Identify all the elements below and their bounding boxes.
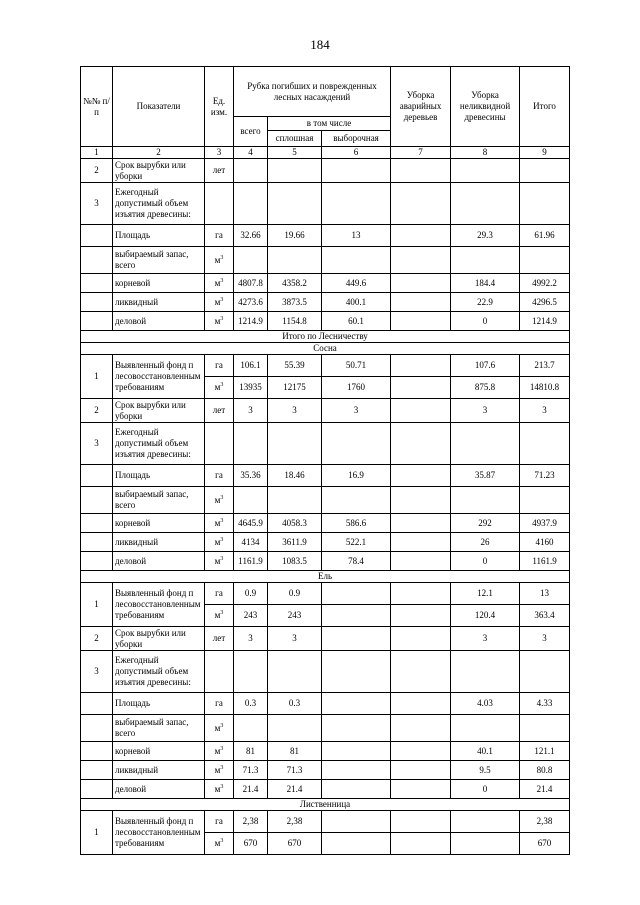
unit-cell: $м^3$ [205,761,234,780]
srok-label: Срок вырубки или уборки [113,159,205,183]
value-cell: 9.5 [451,761,520,780]
row-number [81,293,113,312]
value-cell: 0 [451,312,520,331]
value-cell: 0 [451,552,520,571]
srok-row [81,159,570,183]
unit-cell: $м^3$ [205,833,234,855]
unit-cell [205,183,234,225]
row-number [81,514,113,533]
unit-cell: $м^3$ [205,247,234,274]
column-numbers-row [81,147,570,159]
value-cell: 670 [234,833,268,855]
value-cell [391,355,451,377]
value-cell: 0 [451,780,520,799]
column-number: 6 [322,147,391,159]
column-number: 8 [451,147,520,159]
fond-label: Выявленный фонд п лесовосстановленным требованиям [113,355,205,399]
value-cell [322,627,391,651]
value-cell [234,715,268,742]
value-cell [322,423,391,465]
indicator-label: корневой [113,742,205,761]
column-number: 4 [234,147,268,159]
value-cell: 670 [520,833,570,855]
value-cell: 4937.9 [520,514,570,533]
unit-cell: $м^3$ [205,533,234,552]
value-cell: 121.1 [520,742,570,761]
header-cutting: Рубка погибших и поврежденных лесных насаждений [234,67,391,117]
value-cell [391,183,451,225]
value-cell: 522.1 [322,533,391,552]
header-sum: Итого [520,67,570,147]
header-illiquid: Уборка неликвидной древесины [451,67,520,147]
value-cell: 1760 [322,377,391,399]
indicator-row [81,465,570,487]
value-cell [520,183,570,225]
value-cell [322,833,391,855]
value-cell: 1214.9 [234,312,268,331]
value-cell: 16.9 [322,465,391,487]
row-number [81,247,113,274]
value-cell: 1161.9 [520,552,570,571]
value-cell: 3 [234,399,268,423]
indicator-label: ликвидный [113,761,205,780]
row-number [81,465,113,487]
value-cell: 3 [451,627,520,651]
unit-cell: га [205,583,234,605]
value-cell: 71.23 [520,465,570,487]
ezheg-label: Ежегодный допустимый объем изъятия древесины: [113,183,205,225]
header-total: всего [234,117,268,147]
value-cell: 32.66 [234,225,268,247]
value-cell [391,780,451,799]
value-cell [451,715,520,742]
row-number [81,312,113,331]
value-cell [391,465,451,487]
indicator-row [81,780,570,799]
value-cell [520,423,570,465]
total-heading-cell: Итого по Лесничеству [81,331,570,343]
unit-cell: $м^3$ [205,742,234,761]
species-heading [81,571,570,583]
indicator-row [81,761,570,780]
indicator-label: Площадь [113,225,205,247]
value-cell: 107.6 [451,355,520,377]
value-cell [520,159,570,183]
unit-cell: га [205,693,234,715]
unit-cell: лет [205,159,234,183]
indicator-label: выбираемый запас, всего [113,487,205,514]
value-cell: 40.1 [451,742,520,761]
value-cell: 55.39 [268,355,322,377]
indicator-label: деловой [113,552,205,571]
row-number [81,487,113,514]
indicator-row [81,274,570,293]
value-cell: 21.4 [268,780,322,799]
value-cell [391,399,451,423]
fond-label: Выявленный фонд п лесовосстановленным требованиям [113,583,205,627]
column-number: 1 [81,147,113,159]
value-cell [234,423,268,465]
species-heading-cell: Лиственница [81,799,570,811]
row-number: 3 [81,651,113,693]
ezheg-row [81,183,570,225]
value-cell [234,183,268,225]
header-indicators: Показатели [113,67,205,147]
indicator-label: деловой [113,312,205,331]
value-cell: 4273.6 [234,293,268,312]
value-cell [391,715,451,742]
unit-cell: га [205,355,234,377]
header-unit: Ед. изм. [205,67,234,147]
value-cell [322,159,391,183]
value-cell: 2,38 [520,811,570,833]
value-cell [520,651,570,693]
indicator-row [81,693,570,715]
value-cell: 3 [322,399,391,423]
srok-label: Срок вырубки или уборки [113,399,205,423]
value-cell: 4.03 [451,693,520,715]
indicator-row [81,293,570,312]
value-cell [234,651,268,693]
column-number: 3 [205,147,234,159]
row-number [81,225,113,247]
value-cell [451,651,520,693]
value-cell: 14810.8 [520,377,570,399]
value-cell [391,312,451,331]
row-number [81,693,113,715]
value-cell [391,274,451,293]
value-cell [391,833,451,855]
value-cell [391,627,451,651]
value-cell [268,715,322,742]
value-cell [268,159,322,183]
value-cell: 35.87 [451,465,520,487]
value-cell [451,833,520,855]
value-cell: 81 [268,742,322,761]
indicator-label: выбираемый запас, всего [113,247,205,274]
indicator-row [81,552,570,571]
srok-row [81,399,570,423]
unit-cell: $м^3$ [205,293,234,312]
unit-cell: $м^3$ [205,487,234,514]
value-cell [391,605,451,627]
value-cell: 3611.9 [268,533,322,552]
row-number: 2 [81,399,113,423]
unit-cell: $м^3$ [205,377,234,399]
header-emergency: Уборка аварийных деревьев [391,67,451,147]
ezheg-row [81,651,570,693]
value-cell: 4645.9 [234,514,268,533]
column-number: 5 [268,147,322,159]
value-cell [451,487,520,514]
value-cell [234,159,268,183]
value-cell: 21.4 [234,780,268,799]
value-cell: 2,38 [268,811,322,833]
srok-label: Срок вырубки или уборки [113,627,205,651]
value-cell: 4.33 [520,693,570,715]
unit-cell: $м^3$ [205,605,234,627]
value-cell [268,183,322,225]
value-cell: 0.9 [234,583,268,605]
unit-cell: га [205,465,234,487]
indicator-label: Площадь [113,693,205,715]
value-cell: 61.96 [520,225,570,247]
value-cell [391,761,451,780]
value-cell: 449.6 [322,274,391,293]
fond-row [81,811,570,833]
fond-row [81,583,570,605]
value-cell: 1214.9 [520,312,570,331]
value-cell: 1154.8 [268,312,322,331]
indicator-row [81,312,570,331]
value-cell: 3 [268,627,322,651]
value-cell: 120.4 [451,605,520,627]
value-cell [451,183,520,225]
value-cell: 13 [322,225,391,247]
unit-cell [205,651,234,693]
unit-cell [205,423,234,465]
value-cell: 3 [520,627,570,651]
row-number [81,742,113,761]
value-cell [520,247,570,274]
unit-cell: лет [205,627,234,651]
value-cell: 3 [234,627,268,651]
value-cell: 4160 [520,533,570,552]
row-number [81,780,113,799]
value-cell: 875.8 [451,377,520,399]
value-cell [391,293,451,312]
value-cell: 213.7 [520,355,570,377]
value-cell [268,423,322,465]
value-cell [268,487,322,514]
value-cell: 18.46 [268,465,322,487]
indicator-label: корневой [113,514,205,533]
value-cell: 1083.5 [268,552,322,571]
value-cell: 29.3 [451,225,520,247]
value-cell [391,742,451,761]
row-number: 2 [81,159,113,183]
unit-cell: $м^3$ [205,780,234,799]
value-cell: 363.4 [520,605,570,627]
unit-cell: $м^3$ [205,312,234,331]
species-heading [81,799,570,811]
value-cell [391,552,451,571]
ezheg-row [81,423,570,465]
fond-label: Выявленный фонд п лесовосстановленным требованиям [113,811,205,855]
value-cell [391,487,451,514]
indicator-label: Площадь [113,465,205,487]
value-cell: 71.3 [234,761,268,780]
unit-cell: $м^3$ [205,274,234,293]
value-cell [322,183,391,225]
value-cell: 80.8 [520,761,570,780]
fond-row [81,355,570,377]
total-heading [81,331,570,343]
value-cell [391,693,451,715]
value-cell: 4058.3 [268,514,322,533]
forest-cutting-table [80,66,570,855]
indicator-row [81,514,570,533]
header-including: в том числе [268,117,391,131]
value-cell [322,742,391,761]
indicator-row [81,225,570,247]
row-number: 3 [81,183,113,225]
row-number [81,552,113,571]
value-cell: 19.66 [268,225,322,247]
value-cell [451,159,520,183]
value-cell [451,423,520,465]
value-cell: 50.71 [322,355,391,377]
value-cell: 0.9 [268,583,322,605]
value-cell [391,159,451,183]
row-number: 1 [81,583,113,627]
value-cell: 184.4 [451,274,520,293]
value-cell: 4134 [234,533,268,552]
value-cell [268,247,322,274]
value-cell: 60.1 [322,312,391,331]
value-cell [520,487,570,514]
value-cell [322,247,391,274]
value-cell [391,377,451,399]
value-cell [451,811,520,833]
indicator-label: ликвидный [113,293,205,312]
value-cell: 243 [268,605,322,627]
row-number [81,533,113,552]
value-cell: 4807.8 [234,274,268,293]
indicator-label: выбираемый запас, всего [113,715,205,742]
indicator-label: корневой [113,274,205,293]
value-cell: 400.1 [322,293,391,312]
column-number: 7 [391,147,451,159]
value-cell: 0.3 [268,693,322,715]
ezheg-label: Ежегодный допустимый объем изъятия древесины: [113,423,205,465]
value-cell: 4992.2 [520,274,570,293]
column-number: 9 [520,147,570,159]
value-cell: 0.3 [234,693,268,715]
value-cell: 2,38 [234,811,268,833]
indicator-row [81,533,570,552]
value-cell [451,247,520,274]
row-number: 1 [81,355,113,399]
unit-cell: га [205,811,234,833]
row-number [81,761,113,780]
value-cell: 12175 [268,377,322,399]
value-cell [322,605,391,627]
row-number: 2 [81,627,113,651]
value-cell [268,651,322,693]
unit-cell: $м^3$ [205,514,234,533]
indicator-label: деловой [113,780,205,799]
value-cell [391,225,451,247]
srok-row [81,627,570,651]
unit-cell: $м^3$ [205,715,234,742]
row-number: 3 [81,423,113,465]
value-cell: 13 [520,583,570,605]
value-cell [322,811,391,833]
value-cell [322,780,391,799]
value-cell: 81 [234,742,268,761]
value-cell [322,583,391,605]
header-selective: выборочная [322,131,391,147]
value-cell [322,761,391,780]
value-cell: 21.4 [520,780,570,799]
value-cell [234,247,268,274]
value-cell: 292 [451,514,520,533]
species-heading-cell: Ель [81,571,570,583]
value-cell [391,514,451,533]
page-number: 184 [310,37,330,52]
value-cell: 12.1 [451,583,520,605]
value-cell: 4358.2 [268,274,322,293]
header-num: №№ п/п [81,67,113,147]
value-cell: 3 [451,399,520,423]
value-cell [322,693,391,715]
value-cell: 71.3 [268,761,322,780]
value-cell [322,715,391,742]
row-number: 1 [81,811,113,855]
value-cell [322,651,391,693]
header-clear: сплошная [268,131,322,147]
value-cell: 3 [520,399,570,423]
value-cell: 243 [234,605,268,627]
value-cell [391,651,451,693]
value-cell: 26 [451,533,520,552]
value-cell [520,715,570,742]
value-cell [391,247,451,274]
value-cell: 586.6 [322,514,391,533]
row-number [81,715,113,742]
value-cell: 35.36 [234,465,268,487]
value-cell [391,423,451,465]
indicator-row [81,742,570,761]
value-cell [391,533,451,552]
indicator-label: ликвидный [113,533,205,552]
value-cell: 1161.9 [234,552,268,571]
value-cell: 4296.5 [520,293,570,312]
unit-cell: га [205,225,234,247]
indicator-row [81,715,570,742]
unit-cell: лет [205,399,234,423]
row-number [81,274,113,293]
indicator-row [81,247,570,274]
value-cell: 78.4 [322,552,391,571]
value-cell: 670 [268,833,322,855]
indicator-row [81,487,570,514]
unit-cell: $м^3$ [205,552,234,571]
value-cell [391,583,451,605]
column-number: 2 [113,147,205,159]
value-cell [391,811,451,833]
species-heading [81,343,570,355]
value-cell: 3873.5 [268,293,322,312]
value-cell [322,487,391,514]
value-cell: 22.9 [451,293,520,312]
value-cell: 3 [268,399,322,423]
value-cell [234,487,268,514]
ezheg-label: Ежегодный допустимый объем изъятия древесины: [113,651,205,693]
species-heading-cell: Сосна [81,343,570,355]
value-cell: 106.1 [234,355,268,377]
value-cell: 13935 [234,377,268,399]
